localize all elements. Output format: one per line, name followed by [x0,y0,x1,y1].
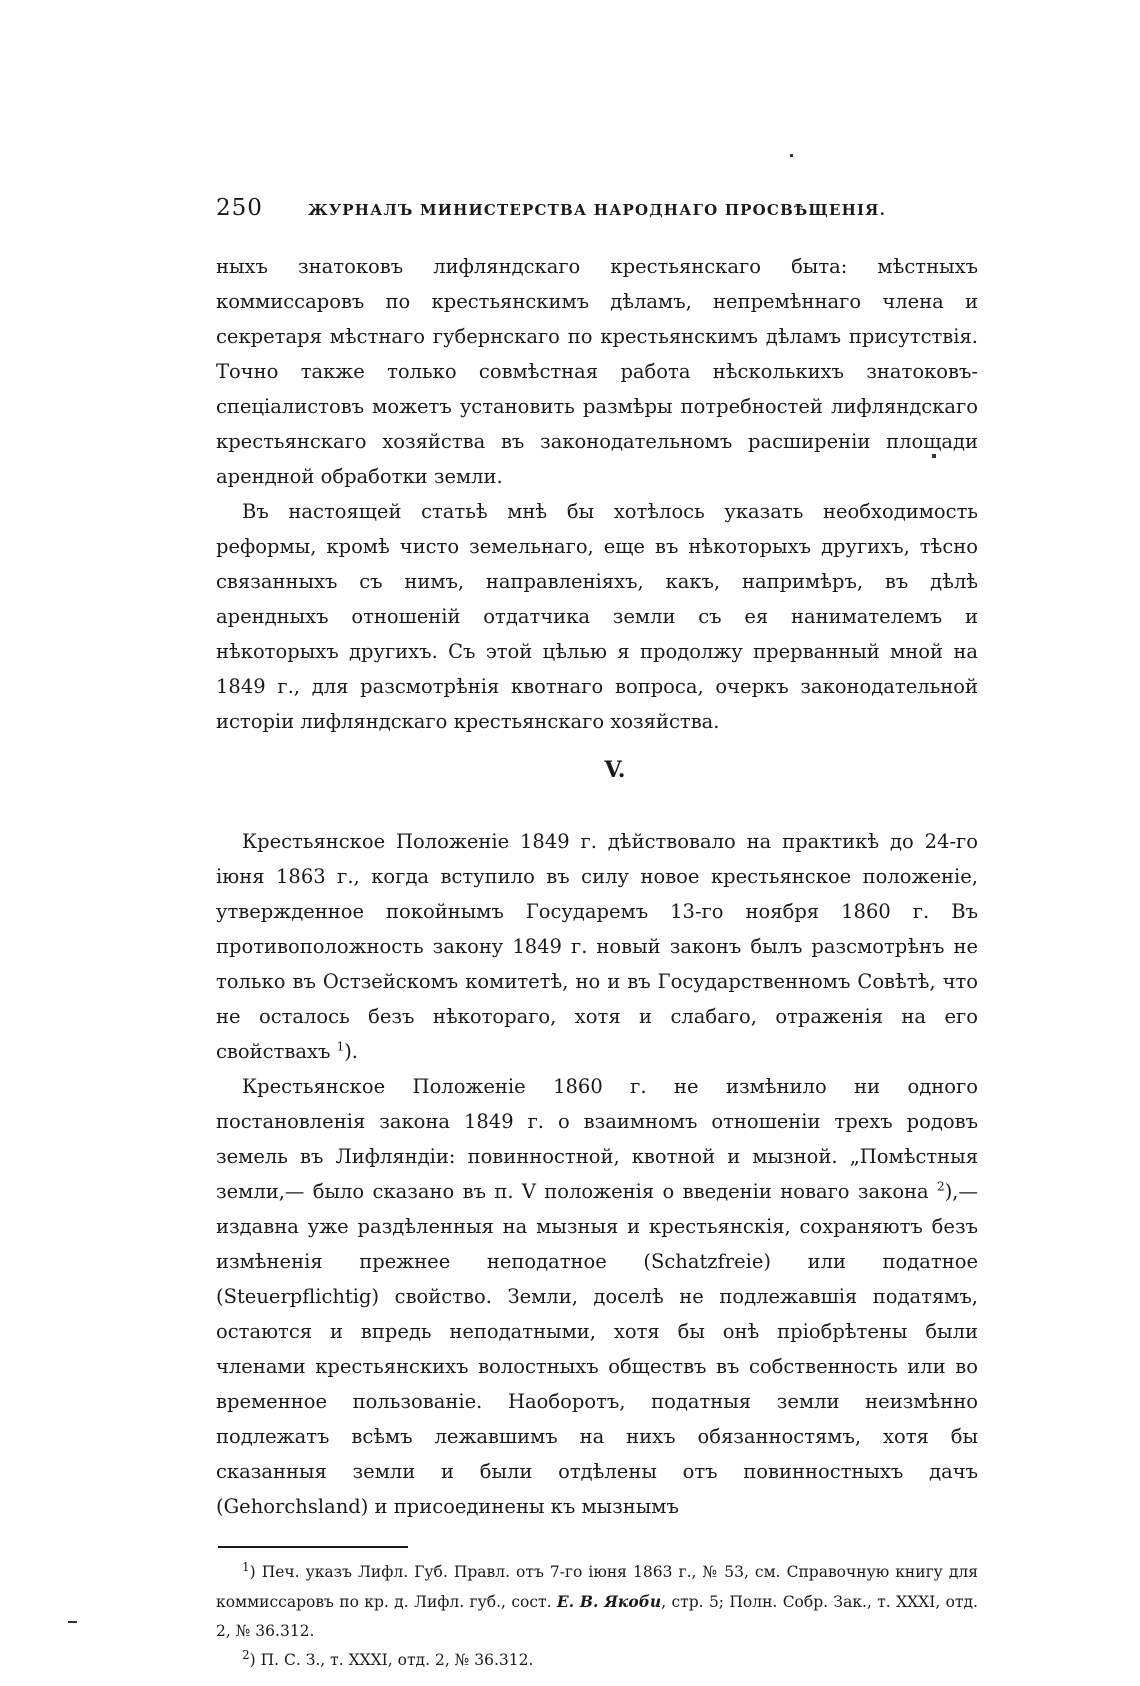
footnote-text: ) П. С. З., т. XXXI, отд. 2, № 36.312. [249,1651,534,1669]
paragraph-tail: ). [344,1040,359,1063]
section-heading: V. [604,757,626,783]
footnotes [216,1558,978,1675]
paragraph-text: ),—издавна уже раздѣленныя на мызныя и крестьянскія, сохраняютъ безъ измѣненія прежнее неподатное (Schatzfreie) или податное (Steuerpflichtig) свойство. Земли, доселѣ не подлежавшія податямъ, остаются и впредь неподатными, хотя бы онѣ пріобрѣтены были членами крестьянскихъ волостныхъ обществъ въ собственность или во временное пользованіе. Наоборотъ, податныя земли неизмѣнно подлежатъ всѣмъ лежавшимъ на нихъ обязанностямъ, хотя бы сказанныя земли и были отдѣлены отъ повинностныхъ дачъ (Gehorchsland) и присоединены къ мызнымъ [216,1180,978,1518]
footnote-divider [218,1546,408,1548]
scan-speck [68,1621,77,1623]
main-text [216,249,978,1524]
paragraph-reform: Въ настоящей статьѣ мнѣ бы хотѣлось указать необходимость реформы, кромѣ чисто земельнаго, еще въ нѣкоторыхъ другихъ, тѣсно связанныхъ съ нимъ, направленіяхъ, какъ, напримѣръ, въ дѣлѣ арендныхъ отношеній отдатчика земли съ ея нанимателемъ и нѣкоторыхъ другихъ. Съ этой цѣлью я продолжу прерванный мной на 1849 г., для разсмотрѣнія квотнаго вопроса, очеркъ законодательной исторіи лифляндскаго крестьянскаго хозяйства. [216,500,978,733]
footnote-author: Е. В. Якоби [556,1592,662,1611]
footnote-text: ) Печ. указъ Лифл. Губ. Правл. отъ 7-го іюня 1863 г., № 53, см. Справочную книгу для коммиссаровъ по кр. д. Лифл. губ., сост. [216,1563,978,1611]
paragraph-text: Крестьянское Положеніе 1849 г. дѣйствовало на практикѣ до 24-го іюня 1863 г., когда вступило въ силу новое крестьянское положеніе, утвержденное покойнымъ Государемъ 13-го ноября 1860 г. Въ противоположность закону 1849 г. новый законъ былъ разсмотрѣнъ не только въ Остзейскомъ комитетѣ, но и въ Государственномъ Совѣтѣ, что не осталось безъ нѣкотораго, хотя и слабаго, отраженія на его свойствахъ [216,830,978,1063]
footnote-ref: 2 [937,1179,945,1194]
page [216,195,978,1675]
journal-title: ЖУРНАЛЪ МИНИСТЕРСТВА НАРОДНАГО ПРОСВѢЩЕНІЯ. [308,201,887,219]
paragraph-text: Крестьянское Положеніе 1860 г. не измѣнило ни одного постановленія закона 1849 г. о взаимномъ отношеніи трехъ родовъ земель въ Лифляндіи: повинностной, квотной и мызной. „Помѣстныя земли,— было сказано въ п. V положенія о введеніи новаго закона [216,1075,978,1203]
page-number: 250 [216,195,263,221]
paragraph-continuation: ныхъ знатоковъ лифляндскаго крестьянскаго быта: мѣстныхъ коммиссаровъ по крестьянскимъ дѣламъ, непремѣннаго члена и секретаря мѣстнаго губернскаго по крестьянскимъ дѣламъ присутствія. Точно также только совмѣстная работа нѣсколькихъ знатоковъ-спеціалистовъ можетъ установить размѣры потребностей лифляндскаго крестьянскаго хозяйства въ законодательномъ расширеніи площади арендной обработки земли. [216,255,978,488]
paragraph-1849-law [216,824,978,1069]
running-header [216,195,978,231]
footnote-ref: 1 [336,1039,345,1054]
footnote-marker: 1 [242,1559,250,1574]
scan-speck [790,154,793,157]
footnote-1 [216,1558,978,1646]
scan-speck [932,454,936,458]
footnote-2 [216,1646,978,1675]
footnote-text: , стр. 5; Полн. Собр. Зак., т. XXXI, отд. 2, № 36.312. [216,1593,978,1640]
footnote-marker: 2 [242,1647,250,1662]
paragraph-1860-law [216,1069,978,1524]
